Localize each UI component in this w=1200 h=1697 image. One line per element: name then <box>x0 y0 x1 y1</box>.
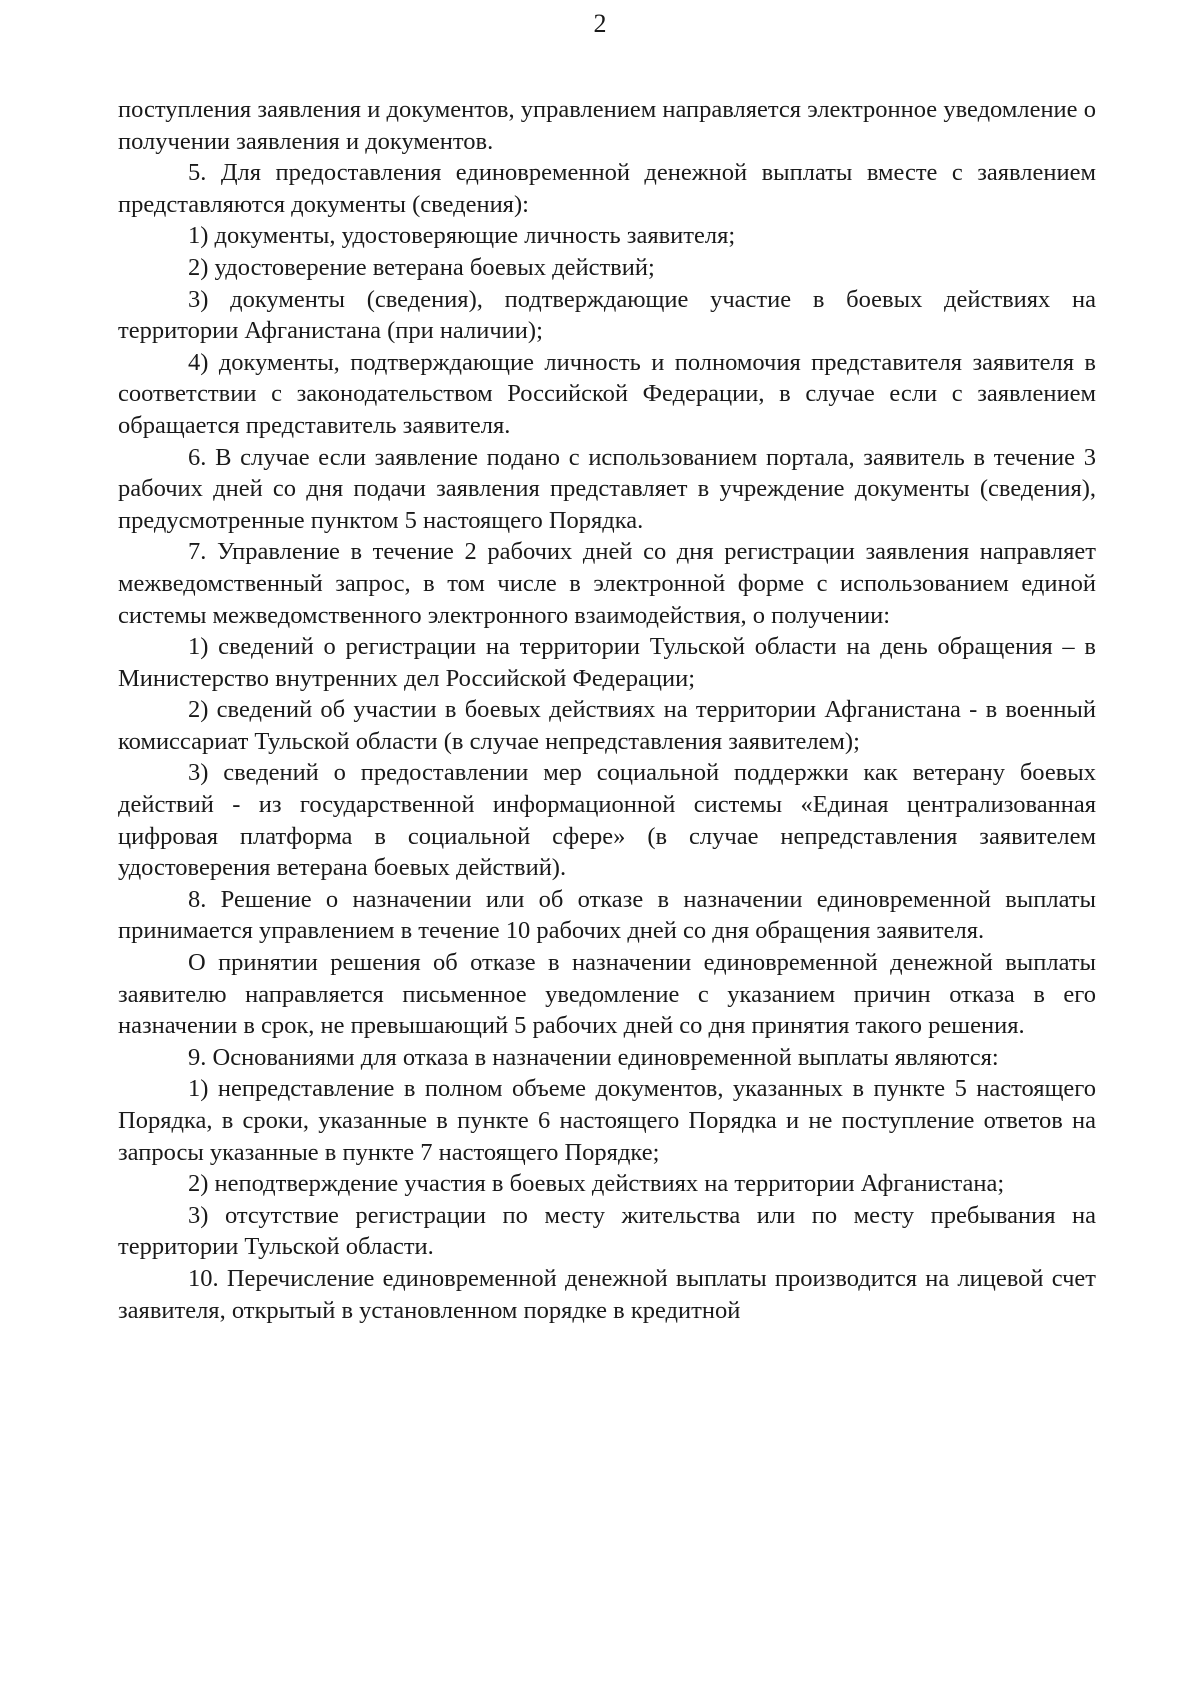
document-body <box>118 94 1096 1326</box>
paragraph: поступления заявления и документов, управлением направляется электронное уведомление о получении заявления и документов. <box>118 96 1096 155</box>
page-number: 2 <box>593 9 607 38</box>
paragraph: 3) отсутствие регистрации по месту жительства или по месту пребывания на территории Тульской области. <box>118 1201 1096 1261</box>
paragraph: 3) документы (сведения), подтверждающие участие в боевых действиях на территории Афганистана (при наличии); <box>118 285 1096 345</box>
paragraph: 2) сведений об участии в боевых действиях на территории Афганистана - в военный комиссариат Тульской области (в случае непредставления заявителем); <box>118 696 1096 755</box>
paragraph: 1) непредставление в полном объеме документов, указанных в пункте 5 настоящего Порядка, в сроки, указанные в пункте 6 настоящего Порядка и не поступление ответов на запросы указанные в пункте 7 настоящего Порядке; <box>118 1075 1096 1166</box>
paragraph: 4) документы, подтверждающие личность и полномочия представителя заявителя в соответствии с законодательством Российской Федерации, в случае если с заявлением обращается представитель заявителя. <box>118 348 1096 439</box>
paragraph: 2) неподтверждение участия в боевых действиях на территории Афганистана; <box>188 1170 1005 1198</box>
paragraph: 1) сведений о регистрации на территории Тульской области на день обращения – в Министерство внутренних дел Российской Федерации; <box>118 633 1096 692</box>
paragraph: 10. Перечисление единовременной денежной выплаты производится на лицевой счет заявителя, открытый в установленном порядке в кредитной <box>118 1264 1096 1324</box>
paragraph: 2) удостоверение ветерана боевых действий; <box>188 253 655 281</box>
paragraph: 3) сведений о предоставлении мер социальной поддержки как ветерану боевых действий - из государственной информационной системы «Единая централизованная цифровая платформа в социальной сфере» (в случае непредставления заявителем удостоверения ветерана боевых действий). <box>118 759 1096 882</box>
paragraph: 1) документы, удостоверяющие личность заявителя; <box>188 222 736 250</box>
paragraph: 9. Основаниями для отказа в назначении единовременной выплаты являются: <box>188 1043 999 1071</box>
paragraph: 5. Для предоставления единовременной денежной выплаты вместе с заявлением представляются документы (сведения): <box>118 159 1096 218</box>
paragraph: 8. Решение о назначении или об отказе в назначении единовременной выплаты принимается управлением в течение 10 рабочих дней со дня обращения заявителя. <box>118 885 1096 945</box>
paragraph: 7. Управление в течение 2 рабочих дней со дня регистрации заявления направляет межведомственный запрос, в том числе в электронной форме с использованием единой системы межведомственного электронного взаимодействия, о получении: <box>118 538 1096 629</box>
paragraph: 6. В случае если заявление подано с использованием портала, заявитель в течение 3 рабочих дней со дня подачи заявления представляет в учреждение документы (сведения), предусмотренные пунктом 5 настоящего Порядка. <box>118 443 1096 534</box>
paragraph: О принятии решения об отказе в назначении единовременной денежной выплаты заявителю направляется письменное уведомление с указанием причин отказа в его назначении в срок, не превышающий 5 рабочих дней со дня принятия такого решения. <box>118 949 1096 1040</box>
